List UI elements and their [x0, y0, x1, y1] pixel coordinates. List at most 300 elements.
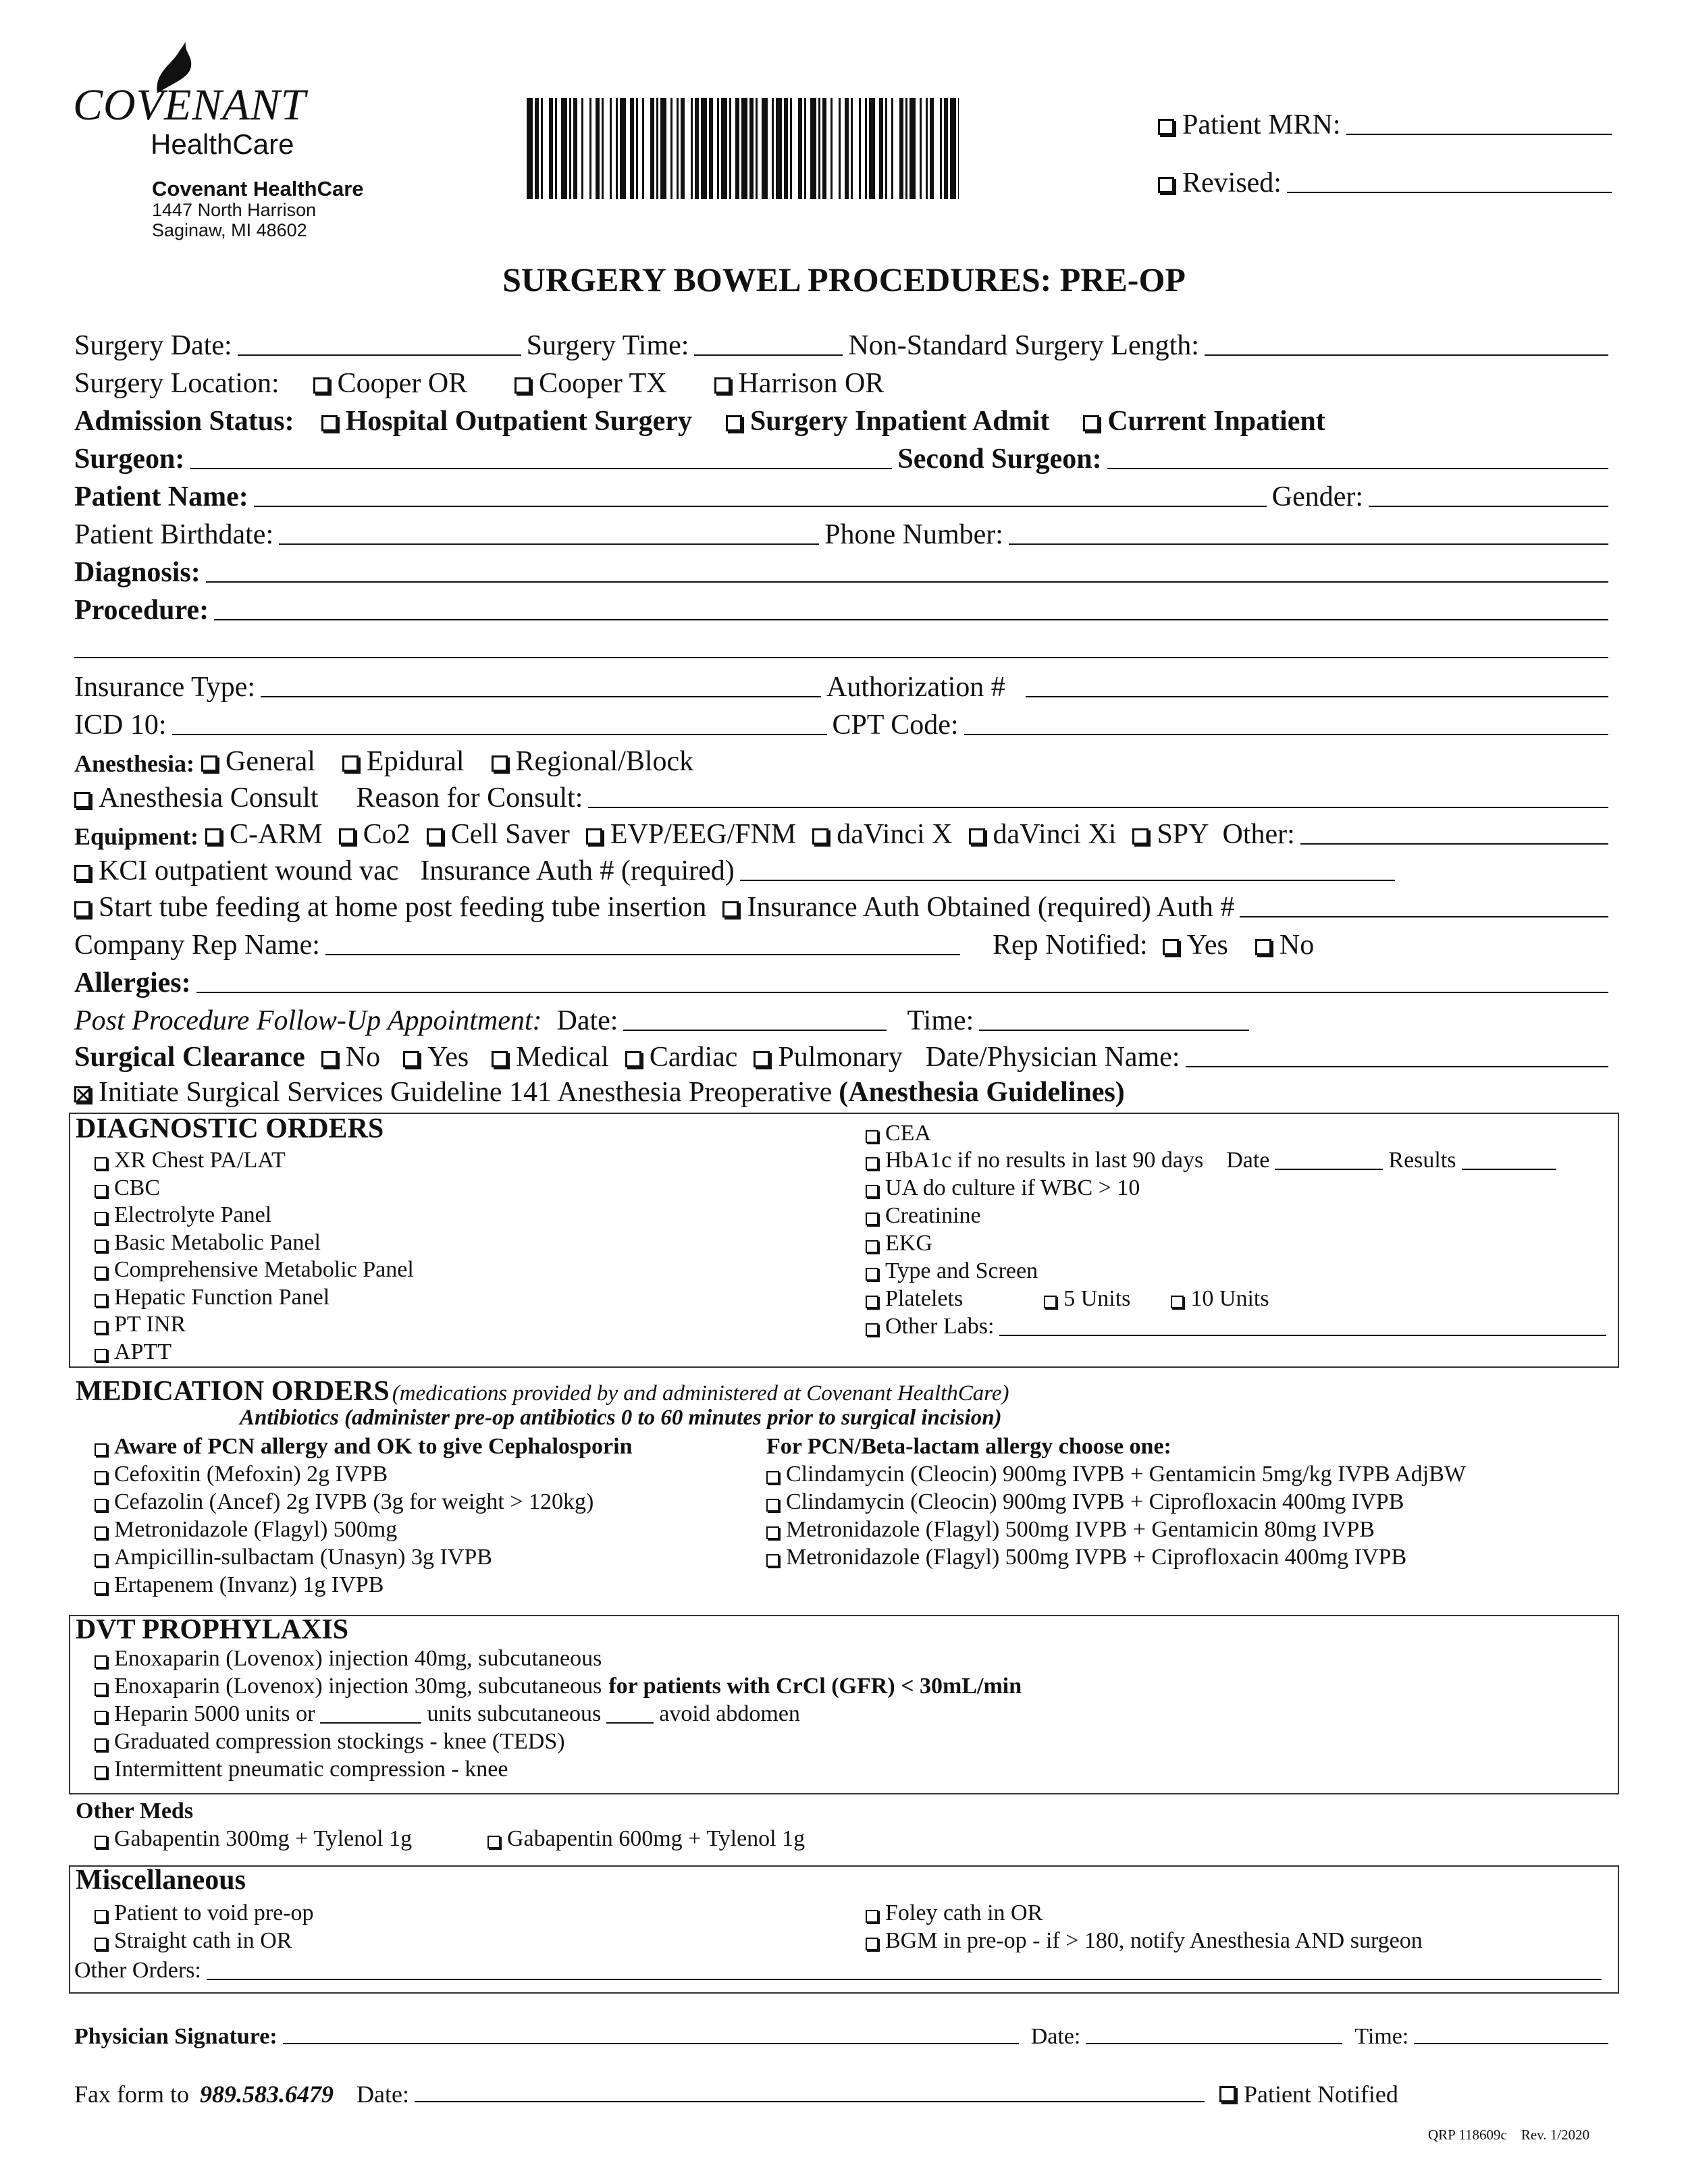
diagnostic-order-label: CBC — [114, 1175, 161, 1200]
epidural-label: Epidural — [366, 746, 465, 777]
company-rep-label: Company Rep Name: — [74, 930, 320, 961]
dvt-heparin-abdomen-label: avoid abdomen — [659, 1701, 800, 1726]
barcode-bar — [749, 98, 754, 199]
pcn-allergy-heading: For PCN/Beta-lactam allergy choose one: — [766, 1434, 1171, 1459]
list-item — [95, 1826, 412, 1852]
carm-checkbox[interactable] — [205, 828, 221, 845]
davinci-xi-checkbox[interactable] — [969, 828, 985, 845]
followup-date-label: Date: — [556, 1005, 618, 1036]
phone-field[interactable] — [1009, 543, 1608, 545]
barcode-bar — [920, 98, 922, 199]
platelets-checkbox[interactable] — [866, 1296, 878, 1308]
clearance-yes-checkbox[interactable] — [403, 1051, 419, 1067]
kci-checkbox[interactable] — [74, 865, 90, 881]
procedure-field[interactable] — [214, 618, 1608, 620]
gabapentin600-label: Gabapentin 600mg + Tylenol 1g — [507, 1826, 806, 1851]
diagnostic-order-checkbox[interactable] — [95, 1185, 107, 1198]
barcode-bar — [879, 98, 883, 199]
general-label: General — [226, 746, 315, 777]
surgery-time-field[interactable] — [694, 354, 843, 356]
org-address-line2: Saginaw, MI 48602 — [152, 220, 307, 240]
platelets-label: Platelets — [885, 1286, 964, 1311]
spy-label: SPY — [1157, 819, 1209, 850]
straight-cath-checkbox[interactable] — [95, 1938, 107, 1950]
diagnostic-order-checkbox[interactable] — [95, 1321, 107, 1334]
cooper-or-label: Cooper OR — [337, 368, 468, 399]
dvt-heparin-abdomen-field[interactable] — [606, 1722, 654, 1724]
dvt-enox30-checkbox[interactable] — [95, 1683, 107, 1696]
dvt-ipc-checkbox[interactable] — [95, 1766, 107, 1779]
barcode-bar — [772, 98, 774, 199]
clearance-pulmonary-label: Pulmonary — [778, 1042, 903, 1073]
platelets-10-label: 10 Units — [1190, 1286, 1269, 1311]
barcode-bar — [818, 98, 820, 199]
second-surgeon-label: Second Surgeon: — [897, 444, 1102, 475]
org-address-line1: 1447 North Harrison — [152, 200, 317, 220]
cooper-tx-checkbox[interactable] — [515, 377, 531, 394]
harrison-or-label: Harrison OR — [738, 368, 885, 399]
gabapentin600-checkbox[interactable] — [487, 1836, 500, 1848]
barcode-bar — [865, 98, 867, 199]
type-screen-checkbox[interactable] — [866, 1268, 878, 1281]
allergies-label: Allergies: — [74, 967, 191, 998]
barcode-bar — [762, 98, 768, 199]
patient-name-field[interactable] — [254, 505, 1267, 507]
barcode-bar — [569, 98, 571, 199]
kci-label: KCI outpatient wound vac — [99, 855, 399, 886]
spy-checkbox[interactable] — [1132, 828, 1149, 845]
birthdate-field[interactable] — [279, 543, 819, 545]
barcode — [527, 98, 959, 199]
list-item — [95, 1489, 594, 1515]
davinci-x-label: daVinci X — [837, 819, 953, 850]
clearance-pulmonary-checkbox[interactable] — [754, 1051, 770, 1067]
fax-date-field[interactable] — [415, 2100, 1205, 2102]
barcode-bar — [958, 98, 959, 199]
patient-name-label: Patient Name: — [74, 481, 248, 512]
authorization-field[interactable] — [1026, 695, 1608, 697]
barcode-bar — [899, 98, 903, 199]
gabapentin300-checkbox[interactable] — [95, 1836, 107, 1848]
evp-checkbox[interactable] — [586, 828, 602, 845]
signature-time-field[interactable] — [1414, 2042, 1608, 2044]
list-item — [766, 1489, 1404, 1515]
gender-field[interactable] — [1369, 505, 1608, 507]
dvt-enox40-label: Enoxaparin (Lovenox) injection 40mg, subcutaneous — [114, 1646, 602, 1671]
mrn-checkbox[interactable] — [1158, 119, 1174, 135]
barcode-bar — [729, 98, 731, 199]
hba1c-results-label: Results — [1388, 1148, 1456, 1173]
barcode-bar — [695, 98, 699, 199]
dvt-enox40-checkbox[interactable] — [95, 1655, 107, 1668]
diagnostic-order-label: APTT — [114, 1339, 172, 1364]
guideline-bold-label: (Anesthesia Guidelines) — [839, 1077, 1125, 1108]
barcode-bar — [810, 98, 816, 199]
barcode-bar — [944, 98, 948, 199]
tube-auth-checkbox[interactable] — [722, 901, 739, 917]
icd10-field[interactable] — [172, 733, 827, 735]
list-item — [866, 1928, 1423, 1954]
outpatient-label: Hospital Outpatient Surgery — [345, 406, 692, 437]
barcode-bar — [589, 98, 591, 199]
surgery-date-label: Surgery Date: — [74, 330, 232, 361]
list-item — [866, 1231, 932, 1256]
outpatient-checkbox[interactable] — [321, 415, 338, 431]
list-item — [866, 1900, 1043, 1926]
diagnosis-label: Diagnosis: — [74, 557, 201, 588]
pcn-alt-antibiotic-checkbox[interactable] — [766, 1526, 779, 1539]
list-item — [95, 1175, 160, 1201]
reason-consult-field[interactable] — [588, 806, 1608, 808]
list-item — [95, 1572, 384, 1598]
barcode-bar — [851, 98, 853, 199]
anesthesia-consult-checkbox[interactable] — [74, 792, 90, 808]
co2-label: Co2 — [363, 819, 411, 850]
platelets-5-checkbox[interactable] — [1044, 1296, 1057, 1308]
hba1c-date-label: Date — [1226, 1148, 1270, 1173]
guideline-checkbox[interactable] — [74, 1086, 90, 1102]
foley-checkbox[interactable] — [866, 1910, 878, 1923]
barcode-bar — [735, 98, 739, 199]
equipment-label: Equipment: — [74, 823, 199, 850]
clearance-cardiac-checkbox[interactable] — [625, 1051, 641, 1067]
surgical-clearance-label: Surgical Clearance — [74, 1042, 305, 1073]
physician-signature-field[interactable] — [283, 2042, 1019, 2044]
signature-time-label: Time: — [1354, 2024, 1409, 2049]
evp-label: EVP/EEG/FNM — [610, 819, 797, 850]
harrison-or-checkbox[interactable] — [714, 377, 731, 394]
diagnostic-order-checkbox[interactable] — [95, 1294, 107, 1307]
co2-checkbox[interactable] — [339, 828, 355, 845]
clearance-cardiac-label: Cardiac — [649, 1042, 738, 1073]
dvt-heading: DVT PROPHYLAXIS — [76, 1614, 349, 1645]
pcn-alt-antibiotic-checkbox[interactable] — [766, 1554, 779, 1567]
company-rep-field[interactable] — [325, 953, 960, 955]
diagnostic-order-checkbox[interactable] — [95, 1240, 107, 1252]
barcode-bar — [573, 98, 577, 199]
logo — [73, 41, 329, 162]
barcode-bar — [610, 98, 612, 199]
ekg-checkbox[interactable] — [866, 1240, 878, 1253]
cpt-field[interactable] — [964, 733, 1608, 735]
pcn-alt-antibiotic-checkbox[interactable] — [766, 1499, 779, 1512]
barcode-bar — [535, 98, 539, 199]
form-code — [1428, 2127, 1589, 2143]
date-physician-field[interactable] — [1186, 1065, 1609, 1067]
creatinine-label: Creatinine — [885, 1203, 981, 1228]
cpt-label: CPT Code: — [832, 710, 959, 741]
barcode-bar — [691, 98, 693, 199]
other-labs-label: Other Labs: — [885, 1314, 995, 1339]
list-item — [95, 1928, 292, 1954]
diagnostic-order-checkbox[interactable] — [95, 1267, 107, 1279]
phone-label: Phone Number: — [824, 519, 1003, 550]
guideline-label: Initiate Surgical Services Guideline 141 Anesthesia Preoperative — [99, 1077, 833, 1108]
kci-auth-field[interactable] — [740, 879, 1395, 881]
platelets-5-label: 5 Units — [1063, 1286, 1131, 1311]
fax-number: 989.583.6479 — [199, 2081, 334, 2108]
gender-label: Gender: — [1271, 481, 1364, 512]
cell-saver-checkbox[interactable] — [427, 828, 443, 845]
dvt-heparin-checkbox[interactable] — [95, 1711, 107, 1724]
gabapentin300-label: Gabapentin 300mg + Tylenol 1g — [114, 1826, 413, 1851]
platelets-10-checkbox[interactable] — [1171, 1296, 1184, 1308]
procedure-field-continued[interactable] — [74, 656, 1608, 658]
list-item — [866, 1286, 1269, 1312]
revised-field[interactable] — [1287, 191, 1612, 193]
surgery-time-label: Surgery Time: — [526, 330, 689, 361]
list-item — [95, 1230, 321, 1256]
general-checkbox[interactable] — [201, 755, 217, 772]
fax-label: Fax form to — [74, 2081, 189, 2108]
other-orders-label: Other Orders: — [74, 1958, 201, 1983]
patient-notified-label: Patient Notified — [1243, 2081, 1398, 2108]
diagnostic-order-checkbox[interactable] — [95, 1349, 107, 1362]
list-item — [95, 1701, 800, 1727]
carm-label: C-ARM — [230, 819, 323, 850]
birthdate-label: Patient Birthdate: — [74, 519, 274, 550]
barcode-bar — [616, 98, 618, 199]
list-item — [95, 1339, 172, 1365]
other-orders-field[interactable] — [207, 1978, 1602, 1980]
barcode-bar — [869, 98, 875, 199]
antibiotics-note: Antibiotics (administer pre-op antibiotics 0 to 60 minutes prior to surgical incision) — [240, 1406, 1002, 1430]
nonstandard-length-field[interactable] — [1205, 354, 1608, 356]
signature-date-field[interactable] — [1086, 2042, 1342, 2044]
insurance-type-label: Insurance Type: — [74, 672, 256, 703]
diagnosis-field[interactable] — [206, 581, 1608, 583]
barcode-bar — [681, 98, 685, 199]
hba1c-label: HbA1c if no results in last 90 days — [885, 1148, 1204, 1173]
anesthesia-label: Anesthesia: — [74, 750, 194, 777]
surgery-date-field[interactable] — [238, 354, 521, 356]
list-item — [95, 1757, 508, 1782]
reason-consult-label: Reason for Consult: — [356, 782, 583, 814]
hba1c-results-field[interactable] — [1462, 1168, 1556, 1170]
logo-wordmark: COVENANT — [73, 80, 307, 130]
list-item — [95, 1729, 565, 1755]
clearance-yes-label: Yes — [427, 1042, 469, 1073]
surgery-location-label: Surgery Location: — [74, 368, 280, 399]
bgm-checkbox[interactable] — [866, 1938, 878, 1950]
davinci-xi-label: daVinci Xi — [993, 819, 1117, 850]
allergies-field[interactable] — [196, 991, 1608, 993]
diagnostic-order-checkbox[interactable] — [95, 1212, 107, 1225]
dvt-ipc-label: Intermittent pneumatic compression - knee — [114, 1757, 508, 1782]
regional-block-checkbox[interactable] — [492, 755, 508, 772]
antibiotic-checkbox[interactable] — [95, 1471, 107, 1484]
regional-block-label: Regional/Block — [515, 746, 694, 777]
physician-signature-label: Physician Signature: — [74, 2024, 278, 2049]
equipment-other-field[interactable] — [1300, 843, 1608, 845]
cooper-tx-label: Cooper TX — [539, 368, 667, 399]
hba1c-checkbox[interactable] — [866, 1157, 878, 1170]
antibiotic-label: Cefazolin (Ancef) 2g IVPB (3g for weight > 120kg) — [114, 1489, 594, 1514]
clearance-medical-label: Medical — [516, 1042, 609, 1073]
antibiotic-label: Cefoxitin (Mefoxin) 2g IVPB — [114, 1462, 388, 1487]
barcode-bar — [950, 98, 956, 199]
barcode-bar — [891, 98, 893, 199]
form-code-label: QRP 118609c — [1428, 2127, 1507, 2143]
list-item — [95, 1434, 633, 1460]
pcn-alt-antibiotic-label: Clindamycin (Cleocin) 900mg IVPB + Ciprofloxacin 400mg IVPB — [786, 1489, 1404, 1514]
followup-time-field[interactable] — [979, 1029, 1249, 1031]
list-item — [866, 1148, 1608, 1173]
form-title: SURGERY BOWEL PROCEDURES: PRE-OP — [502, 261, 1186, 298]
date-physician-label: Date/Physician Name: — [925, 1042, 1180, 1073]
barcode-bar — [776, 98, 782, 199]
pcn-alt-antibiotic-label: Metronidazole (Flagyl) 500mg IVPB + Gentamicin 80mg IVPB — [786, 1517, 1375, 1542]
cea-checkbox[interactable] — [866, 1130, 878, 1143]
rep-yes-checkbox[interactable] — [1163, 939, 1179, 955]
dvt-heparin-label: Heparin 5000 units or — [114, 1701, 315, 1726]
list-item — [95, 1285, 329, 1310]
antibiotic-label: Aware of PCN allergy and OK to give Cephalosporin — [114, 1434, 633, 1459]
pcn-alt-antibiotic-label: Metronidazole (Flagyl) 500mg IVPB + Ciprofloxacin 400mg IVPB — [786, 1545, 1407, 1570]
logo-subtitle: HealthCare — [151, 128, 294, 160]
ua-checkbox[interactable] — [866, 1185, 878, 1198]
second-surgeon-field[interactable] — [1107, 467, 1608, 469]
barcode-bar — [790, 98, 792, 199]
other-labs-checkbox[interactable] — [866, 1323, 878, 1336]
list-item — [487, 1826, 805, 1852]
revised-checkbox[interactable] — [1158, 177, 1174, 193]
diagnostic-order-label: Electrolyte Panel — [114, 1202, 272, 1227]
dvt-enox30-label: Enoxaparin (Lovenox) injection 30mg, subcutaneous — [114, 1674, 602, 1699]
barcode-bar — [709, 98, 713, 199]
tube-feeding-checkbox[interactable] — [74, 901, 90, 917]
surgeon-field[interactable] — [190, 467, 892, 469]
diagnostic-order-label: XR Chest PA/LAT — [114, 1148, 286, 1173]
rep-no-checkbox[interactable] — [1255, 939, 1271, 955]
cea-label: CEA — [885, 1121, 931, 1146]
current-inpatient-checkbox[interactable] — [1083, 415, 1099, 431]
clearance-no-checkbox[interactable] — [321, 1051, 338, 1067]
signature-date-label: Date: — [1030, 2024, 1081, 2049]
barcode-bar — [909, 98, 916, 199]
dvt-heparin-units-field[interactable] — [320, 1722, 421, 1724]
other-labs-field[interactable] — [999, 1334, 1606, 1336]
barcode-bar — [650, 98, 654, 199]
barcode-bar — [670, 98, 672, 199]
rep-notified-label: Rep Notified: — [992, 930, 1148, 961]
barcode-bar — [581, 98, 583, 199]
list-item — [866, 1175, 1140, 1201]
barcode-bar — [549, 98, 553, 199]
epidural-checkbox[interactable] — [342, 755, 359, 772]
list-item — [74, 1958, 1607, 1983]
barcode-bar — [804, 98, 806, 199]
antibiotic-checkbox[interactable] — [95, 1582, 107, 1595]
equipment-other-label: Other: — [1222, 819, 1295, 850]
list-item — [95, 1148, 286, 1173]
mrn-label: Patient MRN: — [1182, 109, 1341, 140]
barcode-bar — [926, 98, 928, 199]
list-item — [95, 1674, 1022, 1699]
tube-auth-field[interactable] — [1240, 915, 1608, 917]
barcode-bar — [602, 98, 604, 199]
medication-header — [76, 1375, 1009, 1408]
barcode-bar — [830, 98, 833, 199]
dvt-teds-checkbox[interactable] — [95, 1738, 107, 1751]
list-item — [866, 1314, 1612, 1339]
medication-note: (medications provided by and administered at Covenant HealthCare) — [392, 1381, 1009, 1406]
void-checkbox[interactable] — [95, 1910, 107, 1923]
creatinine-checkbox[interactable] — [866, 1213, 878, 1225]
barcode-bar — [541, 98, 543, 199]
kci-auth-label: Insurance Auth # (required) — [420, 855, 735, 886]
inpatient-admit-checkbox[interactable] — [726, 415, 742, 431]
diagnostic-order-label: Comprehensive Metabolic Panel — [114, 1257, 414, 1282]
barcode-bar — [721, 98, 727, 199]
barcode-bar — [561, 98, 567, 199]
rep-yes-label: Yes — [1186, 930, 1228, 961]
barcode-bar — [620, 98, 626, 199]
tube-feeding-label: Start tube feeding at home post feeding tube insertion — [99, 892, 707, 923]
hba1c-date-field[interactable] — [1275, 1168, 1383, 1170]
list-item — [95, 1517, 397, 1543]
followup-date-field[interactable] — [623, 1029, 887, 1031]
list-item — [95, 1257, 414, 1283]
antibiotic-checkbox[interactable] — [95, 1443, 107, 1456]
barcode-bar — [940, 98, 942, 199]
procedure-label: Procedure: — [74, 595, 209, 626]
clearance-no-label: No — [345, 1042, 381, 1073]
diagnostic-order-checkbox[interactable] — [95, 1157, 107, 1170]
dvt-teds-label: Graduated compression stockings - knee (TEDS) — [114, 1729, 565, 1754]
barcode-bar — [630, 98, 634, 199]
antibiotic-checkbox[interactable] — [95, 1526, 107, 1539]
cell-saver-label: Cell Saver — [450, 819, 570, 850]
davinci-x-checkbox[interactable] — [812, 828, 828, 845]
cooper-or-checkbox[interactable] — [313, 377, 329, 394]
rep-no-label: No — [1279, 930, 1315, 961]
list-item — [766, 1517, 1375, 1543]
dvt-heparin-units-label: units subcutaneous — [427, 1701, 602, 1726]
barcode-bar — [717, 98, 719, 199]
list-item — [866, 1203, 981, 1229]
list-item — [95, 1900, 314, 1926]
barcode-bar — [930, 98, 934, 199]
barcode-bar — [822, 98, 826, 199]
list-item — [95, 1646, 602, 1672]
insurance-type-field[interactable] — [261, 695, 821, 697]
antibiotic-checkbox[interactable] — [95, 1554, 107, 1567]
antibiotic-checkbox[interactable] — [95, 1499, 107, 1512]
mrn-field[interactable] — [1346, 133, 1612, 135]
barcode-bar — [527, 98, 533, 199]
list-item — [766, 1545, 1406, 1570]
list-item — [95, 1312, 186, 1337]
barcode-bar — [756, 98, 758, 199]
straight-cath-label: Straight cath in OR — [114, 1928, 292, 1953]
ua-label: UA do culture if WBC > 10 — [885, 1175, 1140, 1200]
barcode-bar — [642, 98, 644, 199]
barcode-bar — [839, 98, 841, 199]
followup-time-label: Time: — [907, 1005, 974, 1036]
barcode-bar — [660, 98, 666, 199]
void-label: Patient to void pre-op — [114, 1900, 314, 1925]
barcode-bar — [798, 98, 802, 199]
anesthesia-consult-label: Anesthesia Consult — [99, 782, 319, 814]
list-item — [766, 1462, 1466, 1487]
patient-notified-checkbox[interactable] — [1219, 2086, 1236, 2102]
misc-heading: Miscellaneous — [76, 1865, 246, 1896]
pcn-alt-antibiotic-label: Clindamycin (Cleocin) 900mg IVPB + Gentamicin 5mg/kg IVPB AdjBW — [786, 1462, 1466, 1487]
clearance-medical-checkbox[interactable] — [492, 1051, 508, 1067]
pcn-alt-antibiotic-checkbox[interactable] — [766, 1471, 779, 1484]
list-item — [866, 1258, 1038, 1284]
